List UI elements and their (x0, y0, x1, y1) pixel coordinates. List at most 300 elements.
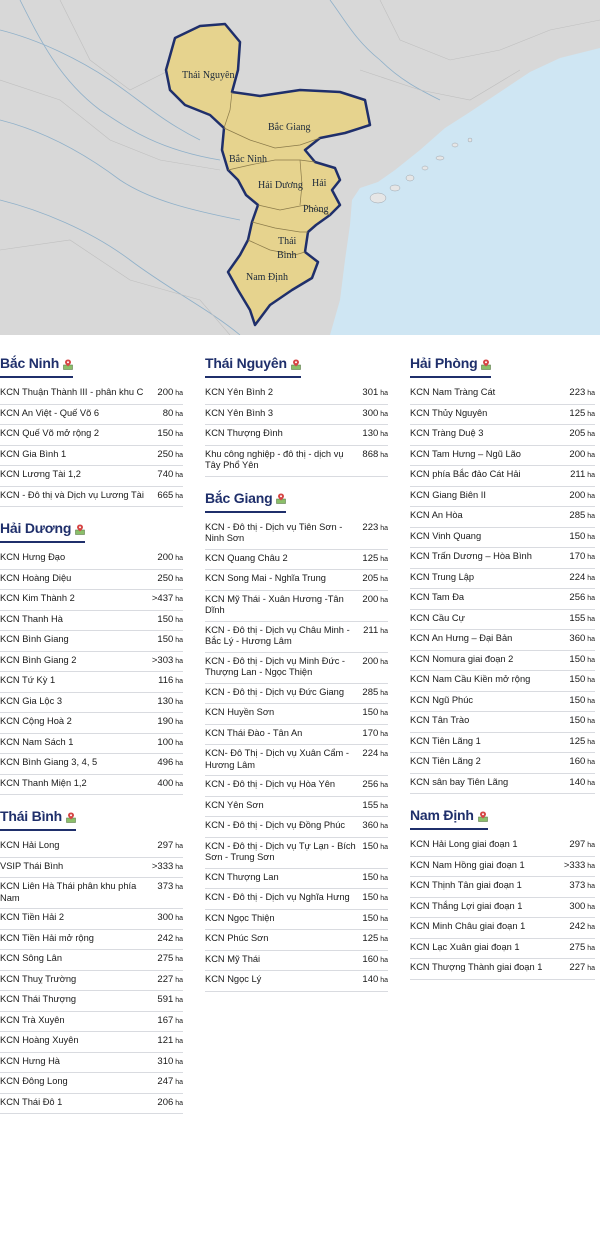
park-area-unit: ha (585, 492, 595, 500)
table-row (0, 1094, 183, 1115)
table-row (0, 991, 183, 1012)
park-name: KCN Quế Võ mở rộng 2 (0, 428, 100, 438)
park-area (569, 428, 595, 441)
table-row (410, 446, 595, 467)
park-area (157, 428, 183, 441)
park-area-value: >437 (151, 593, 174, 604)
map-label-thai-nguyen: Thái Nguyên (182, 70, 235, 81)
park-area-unit: ha (378, 658, 388, 666)
park-area-unit: ha (585, 472, 595, 479)
map-pin-icon (75, 520, 85, 536)
park-area-unit: ha (585, 656, 595, 664)
park-area-value: 373 (157, 881, 174, 892)
park-area (362, 954, 388, 967)
park-area (569, 531, 595, 544)
park-area-unit: ha (378, 596, 388, 604)
park-area-unit: ha (585, 697, 595, 705)
park-area (157, 757, 183, 770)
park-area-value: 242 (569, 921, 586, 932)
table-row (410, 507, 595, 528)
table-row (205, 797, 388, 818)
park-area-value: 297 (157, 840, 174, 851)
park-area-unit: ha (585, 574, 595, 582)
park-area-unit: ha (173, 657, 183, 665)
table-row (0, 693, 183, 714)
table-row (0, 425, 183, 446)
table-row (205, 550, 388, 571)
table-row (0, 775, 183, 796)
park-name: KCN Cầu Cự (410, 612, 465, 623)
park-area-value: 300 (157, 912, 174, 923)
park-area-unit: ha (173, 492, 183, 500)
park-area-value: 373 (569, 880, 586, 891)
table-row (0, 487, 183, 508)
park-area (569, 674, 595, 687)
park-area (362, 728, 388, 741)
park-area-value: 200 (362, 655, 379, 667)
table-row (0, 590, 183, 611)
park-area (362, 594, 388, 607)
map-label-hai-phong-1 (312, 178, 327, 189)
park-area (569, 880, 595, 893)
park-area-unit: ha (378, 843, 388, 851)
park-area-unit: ha (585, 451, 595, 459)
table-row (205, 591, 388, 622)
park-area (569, 387, 595, 400)
park-name: KCN Yên Bình 3 (205, 407, 274, 418)
park-area (362, 820, 388, 833)
table-row (410, 733, 595, 754)
park-area-unit: ha (585, 965, 595, 972)
table-row (205, 384, 388, 405)
table-row (410, 877, 595, 898)
table-row (410, 651, 595, 672)
table-row (0, 713, 183, 734)
park-name: KCN Tràng Duệ 3 (410, 428, 484, 438)
park-area (157, 1015, 183, 1028)
park-name: KCN Hưng Hà (0, 1055, 60, 1066)
park-name: VSIP Thái Bình (0, 860, 64, 871)
park-area-unit: ha (173, 431, 183, 438)
park-area-value: 256 (569, 592, 586, 603)
park-area-unit: ha (378, 410, 388, 418)
park-area-unit: ha (585, 862, 595, 870)
column-left (0, 352, 183, 1114)
table-row (0, 754, 183, 775)
park-name: KCN Nam Hồng giai đoạn 1 (410, 859, 525, 870)
table-row (0, 631, 183, 652)
map-pin-icon (66, 808, 76, 824)
map-pin-icon (276, 490, 286, 506)
section-title-text: Hải Dương (0, 520, 72, 536)
park-area (362, 779, 388, 792)
park-area-unit: ha (173, 596, 183, 603)
table-row (205, 704, 388, 725)
park-area-value: 160 (362, 953, 379, 965)
park-area-value: 256 (362, 779, 379, 790)
park-name: KCN - Đô thị - Dịch vụ Minh Đức - Thượng Lan - Ngọc Thiện (205, 655, 346, 677)
park-area-value: 150 (157, 428, 174, 439)
park-area-value: 155 (362, 799, 379, 811)
park-area (157, 1076, 183, 1089)
park-area-value: 310 (157, 1055, 174, 1067)
park-area-unit: ha (585, 636, 595, 643)
park-area-unit: ha (378, 730, 388, 738)
park-area (362, 800, 388, 813)
park-name: KCN Tiền Hải 2 (0, 912, 65, 922)
park-area-value: 242 (157, 932, 174, 944)
park-area-value: >303 (151, 654, 174, 666)
park-area-unit: ha (173, 390, 183, 397)
park-area-value: 400 (157, 777, 174, 789)
park-area-unit: ha (378, 977, 388, 984)
table-row (0, 672, 183, 693)
park-area-value: 125 (362, 933, 379, 944)
park-area (569, 408, 595, 421)
park-area-value: 211 (363, 624, 379, 636)
park-name: KCN Hải Long giai đoạn 1 (410, 839, 518, 849)
park-name: KCN Nam Cầu Kiền mở rộng (410, 674, 531, 684)
park-name: KCN sân bay Tiên Lãng (410, 776, 509, 787)
park-area-value: 150 (362, 840, 379, 852)
park-area (157, 573, 183, 586)
park-name: KCN Yên Bình 2 (205, 387, 274, 397)
park-area-unit: ha (378, 936, 388, 943)
park-name: KCN Huyền Sơn (205, 707, 275, 717)
park-area-value: 360 (362, 820, 379, 831)
park-area-unit: ha (378, 782, 388, 789)
table-row (0, 652, 183, 673)
park-area-unit: ha (585, 903, 595, 911)
park-area-value: 150 (569, 715, 586, 726)
park-area (157, 1035, 183, 1048)
table-row (205, 725, 388, 746)
table-row (410, 487, 595, 508)
table-row (410, 384, 595, 405)
park-area (157, 953, 183, 966)
table-row (205, 951, 388, 972)
park-name: KCN Trấn Dương – Hòa Bình (410, 551, 532, 561)
park-area-unit: ha (173, 780, 183, 788)
table-row (410, 857, 595, 878)
park-area-value: 360 (569, 633, 586, 644)
park-name: KCN Sông Lân (0, 953, 63, 963)
park-area-unit: ha (173, 760, 183, 767)
table-row (205, 971, 388, 992)
map-label-hai-phong-line1: Hải (312, 178, 327, 189)
park-area-value: 740 (157, 469, 174, 480)
park-area-value: 200 (157, 387, 174, 398)
park-name: KCN Vinh Quang (410, 530, 482, 541)
park-area-value: 150 (569, 530, 586, 542)
park-area-value: 275 (157, 953, 174, 964)
table-row (410, 671, 595, 692)
table-row (205, 776, 388, 797)
park-name: KCN - Đô thị - Dịch vụ Tự Lạn - Bích Sơn - Trung Sơn (205, 840, 356, 862)
table-row (205, 838, 388, 869)
section-title (205, 352, 301, 378)
park-name: KCN Thanh Hà (0, 613, 63, 624)
park-name: KCN Tam Hưng – Ngũ Lão (410, 448, 521, 459)
park-area-unit: ha (585, 738, 595, 746)
park-name: KCN Minh Châu giai đoạn 1 (410, 921, 526, 931)
section-bac-giang (205, 487, 388, 992)
table-row (0, 1012, 183, 1033)
park-name: KCN Trung Lập (410, 571, 475, 582)
park-area-value: 868 (362, 448, 379, 460)
park-area (569, 777, 595, 790)
park-area (157, 1097, 183, 1110)
park-area-value: 275 (569, 941, 586, 953)
park-area (157, 552, 183, 565)
section-hai-duong (0, 517, 183, 795)
park-area-value: 247 (157, 1076, 174, 1087)
table-row (410, 589, 595, 610)
park-name: KCN Thượng Lan (205, 871, 279, 882)
park-area-value: 80 (162, 407, 174, 419)
park-name: KCN Thuỵ Trường (0, 973, 77, 984)
table-row (0, 930, 183, 951)
section-title-text: Nam Định (410, 807, 474, 823)
park-area-unit: ha (173, 1099, 183, 1107)
park-area (569, 551, 595, 564)
park-area-value: 150 (362, 871, 379, 883)
park-name: KCN Bình Giang (0, 634, 69, 644)
park-name: KCN Thủy Nguyên (410, 407, 488, 418)
table-row (410, 753, 595, 774)
park-area-value: >333 (151, 860, 174, 872)
map-label-bac-ninh: Bắc Ninh (229, 154, 268, 165)
section-title-text: Bắc Ninh (0, 355, 60, 371)
park-area-value: 200 (362, 593, 379, 605)
park-name: KCN Gia Bình 1 (0, 448, 67, 459)
park-area (362, 656, 388, 669)
table-row (205, 817, 388, 838)
table-row (205, 930, 388, 951)
park-area-unit: ha (173, 1017, 183, 1025)
park-area (569, 449, 595, 462)
park-area-unit: ha (173, 976, 183, 984)
park-area-unit: ha (378, 956, 388, 964)
section-nam-dinh (410, 804, 595, 980)
park-area (157, 490, 183, 503)
park-area (362, 687, 388, 700)
section-title-text: Thái Nguyên (205, 355, 287, 371)
park-name: KCN Ngọc Lý (205, 974, 262, 984)
park-area-unit: ha (585, 677, 595, 684)
table-row (205, 869, 388, 890)
park-area-value: 223 (362, 521, 379, 533)
park-area-value: 285 (362, 686, 379, 698)
map-label-thai-binh-1: Thái (278, 236, 297, 247)
park-name: KCN Thanh Miện 1,2 (0, 777, 87, 788)
park-area (569, 839, 595, 852)
park-name: KCN Mỹ Thái - Xuân Hương -Tân Dĩnh (205, 593, 344, 615)
section-title (410, 352, 491, 378)
park-area (362, 428, 388, 441)
section-title-text: Bắc Giang (205, 489, 273, 506)
park-area (362, 707, 388, 720)
table-row (0, 909, 183, 930)
park-name: KCN Tiền Hải mở rộng (0, 932, 94, 943)
park-name: KCN An Hòa (410, 510, 463, 520)
park-area-unit: ha (173, 956, 183, 963)
park-area (157, 1056, 183, 1069)
park-area-value: 250 (157, 448, 174, 460)
park-area (362, 892, 388, 905)
table-row (410, 528, 595, 549)
table-row (0, 837, 183, 858)
park-area (569, 572, 595, 585)
table-row (0, 734, 183, 755)
map-pin-icon (478, 807, 488, 823)
park-area (569, 962, 595, 975)
park-name: KCN Thái Thượng (0, 994, 77, 1004)
section-thai-binh (0, 805, 183, 1114)
park-name: KCN Hưng Đạo (0, 552, 66, 562)
park-area-value: 125 (362, 552, 379, 564)
park-area-value: 140 (569, 776, 586, 788)
table-row (205, 622, 388, 653)
park-area-value: 160 (569, 756, 586, 767)
table-row (0, 1053, 183, 1074)
park-area-unit: ha (173, 451, 183, 459)
park-name: KCN Song Mai - Nghĩa Trung (205, 573, 326, 583)
park-name: KCN Cộng Hoà 2 (0, 716, 72, 726)
table-row (410, 918, 595, 939)
section-bac-ninh (0, 352, 183, 507)
park-area-unit: ha (173, 935, 183, 943)
park-name: KCN - Đô thị - Dịch vụ Nghĩa Hưng (205, 892, 350, 902)
park-area (157, 881, 183, 894)
park-name: KCN Tiên Lãng 2 (410, 756, 481, 766)
table-row (410, 569, 595, 590)
park-area (569, 756, 595, 769)
park-name: KCN Yên Sơn (205, 799, 264, 810)
table-row (0, 549, 183, 570)
park-area-unit: ha (173, 637, 183, 644)
park-area (362, 913, 388, 926)
table-row (410, 692, 595, 713)
park-area-unit: ha (378, 524, 388, 532)
park-area (362, 573, 388, 586)
section-thai-nguyen (205, 352, 388, 477)
park-area-unit: ha (378, 390, 388, 397)
park-area-unit: ha (173, 1079, 183, 1086)
park-name: KCN Kim Thành 2 (0, 593, 75, 603)
park-area-unit: ha (173, 678, 183, 685)
column-middle (205, 352, 388, 992)
park-name: KCN Tam Đa (410, 592, 465, 602)
park-area (362, 387, 388, 400)
park-area-unit: ha (378, 874, 388, 882)
table-row (0, 384, 183, 405)
park-area (157, 614, 183, 627)
section-title (205, 487, 286, 513)
park-area-value: 150 (569, 674, 586, 685)
park-area (157, 994, 183, 1007)
park-area (157, 737, 183, 750)
table-row (205, 653, 388, 684)
table-row (0, 446, 183, 467)
park-name: KCN An Việt - Quế Võ 6 (0, 407, 100, 418)
park-area-value: 121 (157, 1035, 174, 1046)
park-area-value: 190 (157, 716, 174, 727)
park-area (569, 510, 595, 523)
park-name: KCN An Hưng – Đại Bản (410, 633, 513, 643)
park-area-value: 227 (569, 962, 586, 973)
table-row (0, 858, 183, 879)
section-title (410, 804, 488, 830)
park-name: KCN Tứ Kỳ 1 (0, 675, 56, 685)
table-row (205, 910, 388, 931)
park-area-unit: ha (173, 410, 183, 418)
park-area-unit: ha (378, 915, 388, 923)
table-row (410, 405, 595, 426)
park-area-value: 200 (157, 552, 174, 563)
table-row (205, 684, 388, 705)
map-label-hai-phong-2: Phòng (303, 204, 329, 215)
park-area-value: 206 (157, 1096, 174, 1108)
park-area (362, 974, 388, 987)
map-label-bac-giang: Bắc Giang (268, 122, 311, 133)
park-area-unit: ha (585, 431, 595, 438)
table-row (0, 611, 183, 632)
park-area-unit: ha (585, 513, 595, 520)
park-area (362, 872, 388, 885)
park-area-unit: ha (585, 595, 595, 602)
park-area-value: 150 (569, 694, 586, 706)
park-name: KCN Nam Tràng Cát (410, 387, 496, 397)
table-row (410, 425, 595, 446)
table-row (205, 570, 388, 591)
park-area-unit: ha (173, 884, 183, 891)
park-area-unit: ha (585, 842, 595, 849)
park-area-unit: ha (173, 472, 183, 479)
park-name: KCN Lạc Xuân giai đoạn 1 (410, 941, 520, 952)
table-row (0, 878, 183, 909)
park-area (362, 933, 388, 946)
park-area-unit: ha (173, 1058, 183, 1066)
park-name: KCN Tân Trào (410, 715, 470, 725)
map-pin-icon (481, 355, 491, 371)
park-area-value: >333 (563, 859, 586, 871)
park-area-unit: ha (585, 944, 595, 952)
park-area-value: 130 (157, 695, 174, 707)
park-area (157, 840, 183, 853)
park-name: KCN - Đô thị - Dịch vụ Châu Minh - Bắc Lý - Hương Lâm (205, 624, 350, 646)
section-hai-phong (410, 352, 595, 794)
park-area-unit: ha (378, 451, 388, 459)
park-area-unit: ha (173, 698, 183, 706)
park-area (363, 625, 388, 638)
section-title-text: Hải Phòng (410, 355, 478, 371)
park-area-value: 200 (569, 448, 586, 460)
table-row (205, 446, 388, 477)
park-area-unit: ha (378, 431, 388, 438)
park-area-value: 591 (157, 994, 174, 1005)
park-area-unit: ha (585, 718, 595, 725)
park-area-value: 224 (569, 571, 586, 583)
park-area (569, 901, 595, 914)
park-area-unit: ha (585, 554, 595, 561)
table-row (205, 519, 388, 550)
park-name: KCN Nomura giai đoạn 2 (410, 653, 514, 664)
region-map (0, 0, 600, 335)
park-area-unit: ha (585, 615, 595, 623)
park-area-value: 665 (157, 489, 174, 501)
park-area-unit: ha (173, 1038, 183, 1045)
